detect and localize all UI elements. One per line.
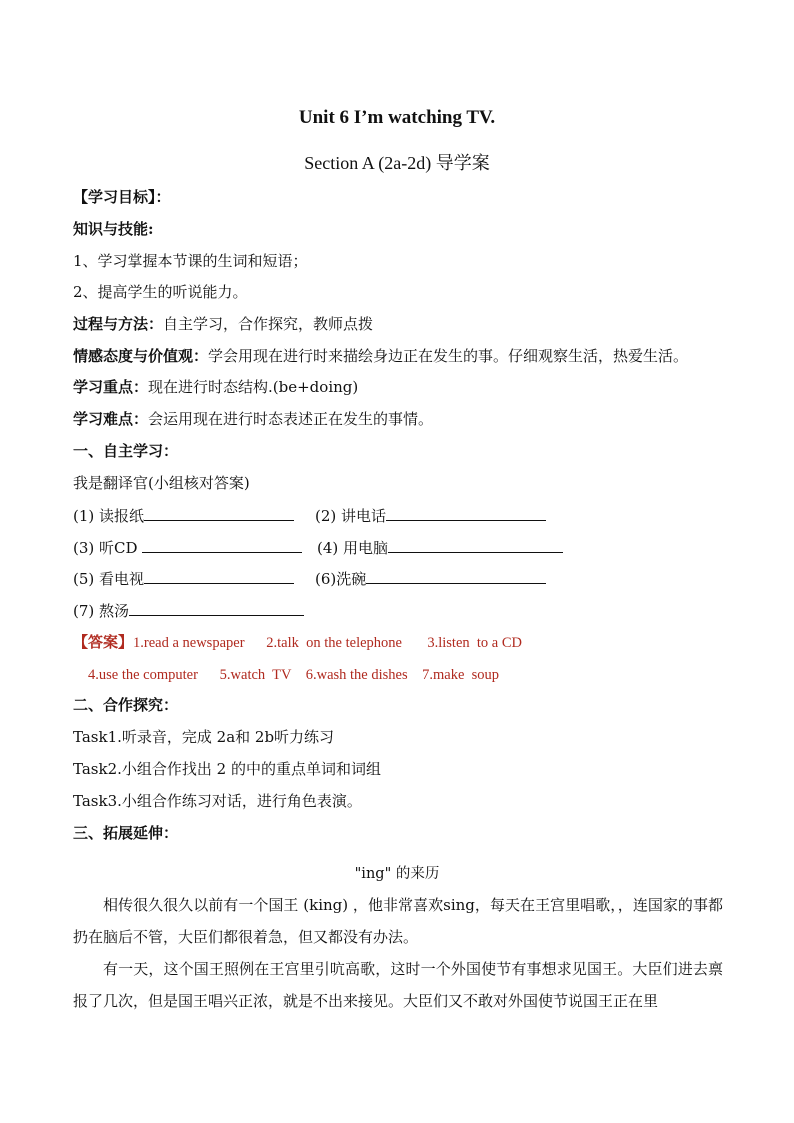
document-title: Unit 6 I’m watching TV. (298, 107, 496, 128)
answer-blank[interactable] (144, 505, 294, 521)
difficulty-text: 会运用现在进行时态表述正在发生的事情。 (148, 410, 434, 428)
answer-line-1 (73, 632, 522, 653)
translation-item-6 (315, 568, 546, 589)
key-point-line (73, 377, 358, 397)
item-label: (4) 用电脑 (317, 539, 389, 557)
answer-blank[interactable] (144, 568, 294, 584)
item-label: (2) 讲电话 (315, 507, 387, 525)
item-label: (1) 读报纸 (73, 507, 145, 525)
section3-heading: 三、拓展延伸： (73, 824, 179, 842)
answer-blank[interactable] (386, 505, 546, 521)
item-label: (6)洗碗 (315, 570, 367, 588)
answer-text-1: 1.read a newspaper 2.talk on the telephone 3.listen to a CD (133, 635, 522, 651)
story-title: "ing" 的来历 (354, 866, 440, 882)
emotion-label: 情感态度与价值观： (73, 347, 209, 365)
task-3: Task3.小组合作练习对话，进行角色表演。 (73, 792, 362, 810)
translation-item-7 (73, 600, 304, 621)
answer-blank[interactable] (129, 600, 304, 616)
section1-intro: 我是翻译官(小组核对答案) (73, 474, 250, 492)
translation-item-5 (73, 568, 294, 589)
answer-label: 【答案】 (73, 633, 134, 651)
emotion-text: 学会用现在进行时来描绘身边正在发生的事。仔细观察生活，热爱生活。 (208, 347, 689, 365)
translation-item-1 (73, 505, 294, 526)
knowledge-item-1: 1、学习掌握本节课的生词和短语； (73, 252, 308, 270)
answer-text-2: 4.use the computer 5.watch TV 6.wash the dishes 7.make soup (88, 667, 500, 683)
knowledge-label: 知识与技能: (73, 220, 154, 238)
item-label: (3) 听CD (73, 539, 143, 557)
story-paragraph-2: 有一天，这个国王照例在王宫里引吭高歌，这时一个外国使节有事想求见国王。大臣们进去禀报了几次，但是国王唱兴正浓，就是不出来接见。大臣们又不敢对外国使节说国王正在里 (73, 960, 723, 1010)
answer-blank[interactable] (366, 568, 546, 584)
item-label: (5) 看电视 (73, 570, 145, 588)
emotion-line (73, 346, 688, 366)
task-1: Task1.听录音，完成 2a和 2b听力练习 (73, 728, 335, 746)
key-point-label: 学习重点： (73, 378, 149, 396)
process-label: 过程与方法： (73, 315, 164, 333)
section1-heading: 一、自主学习： (73, 442, 179, 460)
key-point-text: 现在进行时态结构.(be+doing) (148, 378, 359, 396)
difficulty-line (73, 409, 433, 429)
process-text: 自主学习，合作探究，教师点拨 (163, 315, 374, 333)
translation-item-2 (315, 505, 546, 526)
objectives-heading: 【学习目标】： (73, 188, 171, 206)
item-label: (7) 熬汤 (73, 602, 130, 620)
difficulty-label: 学习难点： (73, 410, 149, 428)
answer-blank[interactable] (388, 537, 563, 553)
story-paragraph-1: 相传很久很久以前有一个国王 (king) ，他非常喜欢sing，每天在王宫里唱歌，，连国家的事都扔在脑后不管，大臣们都很着急，但又都没有办法。 (73, 896, 723, 946)
translation-item-3 (73, 537, 302, 558)
translation-item-4 (317, 537, 563, 558)
answer-blank[interactable] (142, 537, 302, 553)
task-2: Task2.小组合作找出 2 的中的重点单词和词组 (73, 760, 381, 778)
answer-line-2 (88, 664, 499, 685)
section2-heading: 二、合作探究： (73, 696, 179, 714)
document-subtitle: Section A (2a-2d) 导学案 (304, 153, 490, 173)
process-line (73, 314, 373, 334)
knowledge-item-2: 2、提高学生的听说能力。 (73, 283, 248, 301)
